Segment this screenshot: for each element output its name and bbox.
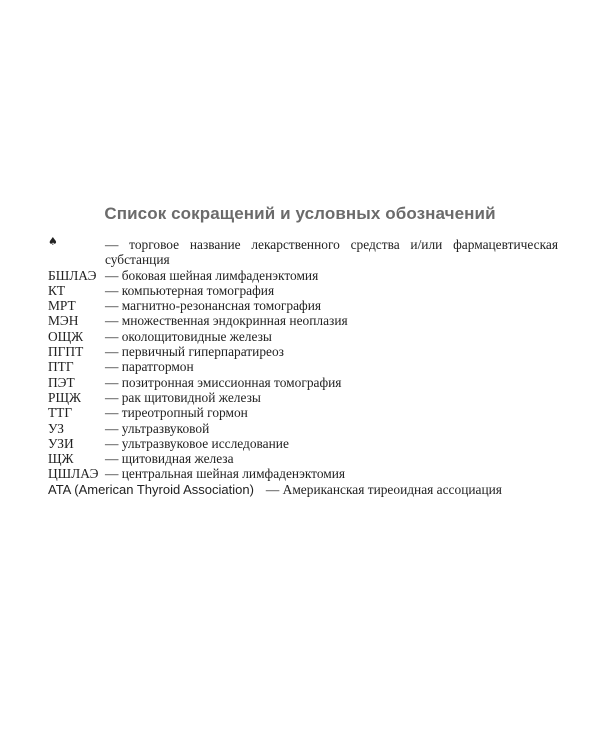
abbr-row <box>48 329 558 344</box>
abbr-row <box>48 436 558 451</box>
abbr-term: КТ <box>48 282 66 298</box>
abbr-description: — ультразвуковое исследование <box>105 435 289 451</box>
abbr-term: МЭН <box>48 313 79 329</box>
abbr-term: ПГПТ <box>48 344 84 360</box>
abbr-description: — ультразвуковой <box>105 420 210 436</box>
abbr-term: БШЛАЭ <box>48 267 97 283</box>
abbreviation-list <box>48 237 558 497</box>
section-title: Список сокращений и условных обозначений <box>104 204 496 223</box>
abbr-term: ПТГ <box>48 359 74 375</box>
abbr-row <box>48 466 558 481</box>
abbr-description: — боковая шейная лимфаденэктомия <box>105 267 319 283</box>
abbr-row <box>48 298 558 313</box>
abbr-row <box>48 359 558 374</box>
symbol-row <box>48 237 558 268</box>
abbr-description: — рак щитовидной железы <box>105 389 261 405</box>
abbr-description: — множественная эндокринная неоплазия <box>105 313 348 329</box>
abbr-description: — магнитно-резонансная томография <box>105 298 322 314</box>
abbr-term: УЗИ <box>48 435 74 451</box>
abbr-row <box>48 344 558 359</box>
abbr-term: ATA (American Thyroid Association) <box>48 481 254 497</box>
abbr-term: УЗ <box>48 420 65 436</box>
abbr-term: ЦШЛАЭ <box>48 466 99 482</box>
abbr-term: МРТ <box>48 298 76 314</box>
abbr-row <box>48 405 558 420</box>
abbr-description: — позитронная эмиссионная томография <box>105 374 342 390</box>
abbr-row <box>48 390 558 405</box>
abbr-term: ТТГ <box>48 405 73 421</box>
abbr-description: — первичный гиперпаратиреоз <box>105 344 284 360</box>
abbr-row <box>48 268 558 283</box>
abbr-description: — Американская тиреоидная ассоциация <box>265 481 502 497</box>
abbr-row <box>48 421 558 436</box>
abbr-row <box>48 283 558 298</box>
abbr-description: — щитовидная железа <box>105 451 234 467</box>
abbr-row <box>48 313 558 328</box>
abbr-description: — паратгормон <box>105 359 194 375</box>
abbr-row <box>48 375 558 390</box>
abbr-term: РЩЖ <box>48 389 81 405</box>
abbr-term: ОЩЖ <box>48 328 84 344</box>
abbr-row-ata <box>48 482 558 497</box>
abbr-description: — околощитовидные железы <box>105 328 272 344</box>
abbr-description: — центральная шейная лимфаденэктомия <box>105 466 346 482</box>
abbr-term: ЩЖ <box>48 451 74 467</box>
abbr-description: — компьютерная томография <box>105 282 275 298</box>
symbol-description: — торговое название лекарственного средства и/или фармацевтическая субстанция <box>105 237 558 268</box>
spade-icon: ♠ <box>48 235 58 248</box>
abbr-row <box>48 451 558 466</box>
abbr-description: — тиреотропный гормон <box>105 405 248 421</box>
abbr-term: ПЭТ <box>48 374 75 390</box>
